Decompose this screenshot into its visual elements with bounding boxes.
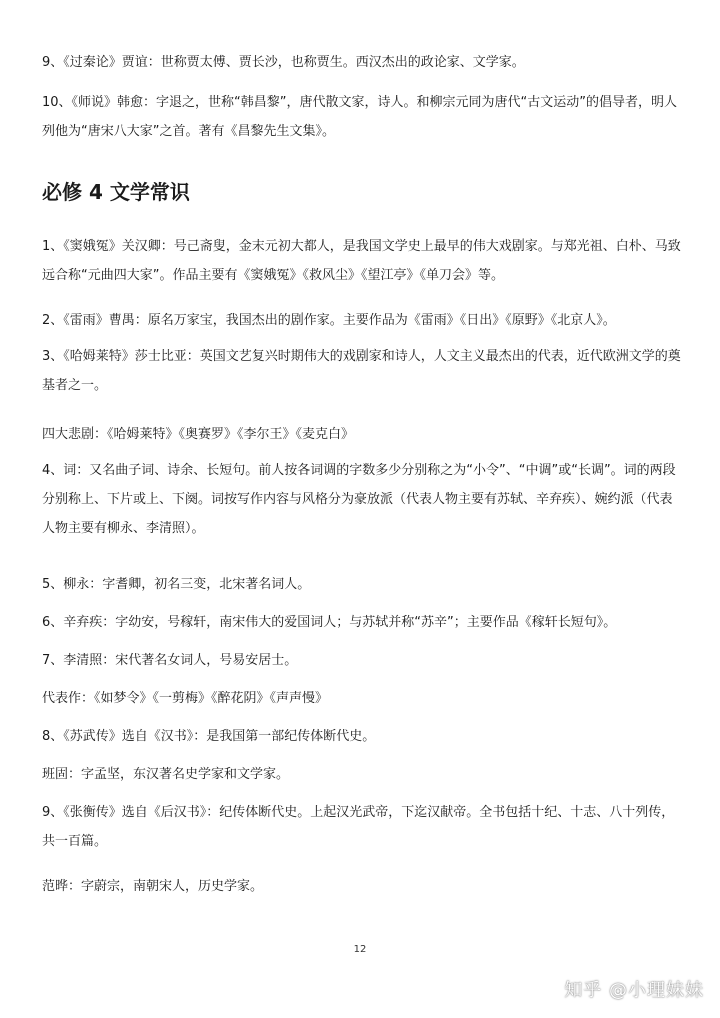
paragraph-four-tragedies: 四大悲剧：《哈姆莱特》《奥赛罗》《李尔王》《麦克白》 [42, 427, 355, 442]
paragraph-liuyong: 5、柳永：字耆卿，初名三变，北宋著名词人。 [42, 577, 311, 592]
paragraph-xinqiji: 6、辛弃疾：字幼安，号稼轩，南宋伟大的爱国词人；与苏轼并称“苏辛”；主要作品《稼轩长短句》。 [42, 615, 617, 630]
paragraph-bangu: 班固：字孟坚，东汉著名史学家和文学家。 [42, 767, 290, 782]
paragraph-douewan: 1、《窦娥冤》关汉卿：号己斋叟，金末元初大都人，是我国文学史上最早的伟大戏剧家。与郑光祖、白朴、马致远合称“元曲四大家”。作品主要有《窦娥冤》《救风尘》《望江亭》《单刀会》等。 [42, 239, 681, 283]
paragraph-suwuzhuan: 8、《苏武传》选自《汉书》：是我国第一部纪传体断代史。 [42, 729, 376, 744]
paragraph-hamlet: 3、《哈姆莱特》莎士比亚：英国文艺复兴时期伟大的戏剧家和诗人，人文主义最杰出的代表，近代欧洲文学的奠基者之一。 [42, 349, 681, 393]
paragraph-leiyu: 2、《雷雨》曹禺：原名万家宝，我国杰出的剧作家。主要作品为《雷雨》《日出》《原野》《北京人》。 [42, 313, 616, 328]
paragraph-zhanghengzhuan: 9、《张衡传》选自《后汉书》：纪传体断代史。上起汉光武帝，下迄汉献帝。全书包括十纪、十志、八十列传，共一百篇。 [42, 805, 675, 849]
paragraph-liqingzhao: 7、李清照：宋代著名女词人，号易安居士。 [42, 653, 298, 668]
paragraph-representative-works: 代表作：《如梦令》《一剪梅》《醉花阴》《声声慢》 [42, 691, 329, 706]
page-number: 12 [353, 944, 367, 955]
paragraph-shishuo: 10、《师说》韩愈：字退之，世称“韩昌黎”，唐代散文家，诗人。和柳宗元同为唐代“古文运动”的倡导者，明人列他为“唐宋八大家”之首。著有《昌黎先生文集》。 [42, 95, 677, 139]
section-title: 必修 4 文学常识 [42, 180, 190, 204]
watermark: 知乎 @小理妹妹 [564, 980, 704, 1001]
paragraph-fanye: 范晔：字蔚宗，南朝宋人，历史学家。 [42, 879, 264, 894]
paragraph-ci: 4、词：又名曲子词、诗余、长短句。前人按各词调的字数多少分别称之为“小令”、“中调”或“长调”。词的两段分别称上、下片或上、下阕。词按写作内容与风格分为豪放派（代表人物主要有苏轼、辛弃疾）、婉约派（代表人物主要有柳永、李清照）。 [42, 463, 676, 536]
paragraph-guoqinlun: 9、《过秦论》贾谊：世称贾太傅、贾长沙，也称贾生。西汉杰出的政论家、文学家。 [42, 55, 525, 70]
